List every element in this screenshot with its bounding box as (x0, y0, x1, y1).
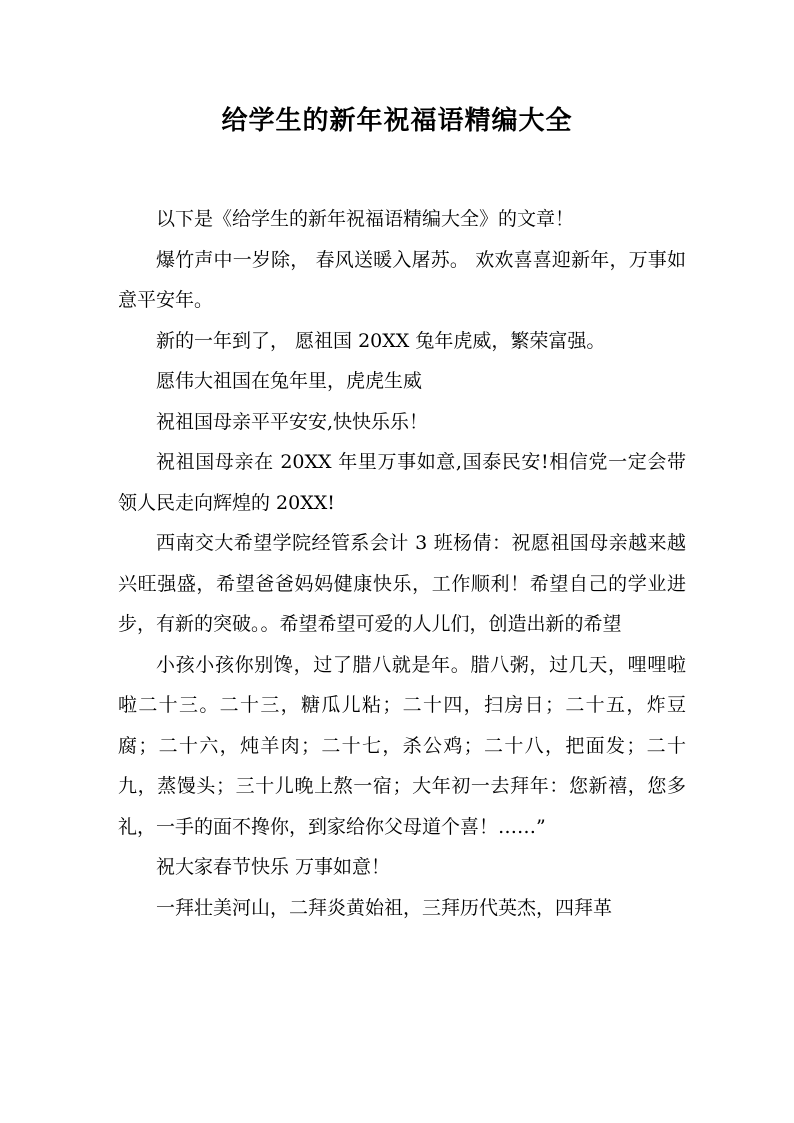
paragraph-four-bows: 一拜壮美河山，二拜炎黄始祖，三拜历代英杰，四拜革 (156, 896, 613, 919)
paragraph-spring-festival: 祝大家春节快乐 万事如意！ (156, 856, 391, 878)
paragraph-intro: 以下是《给学生的新年祝福语精编大全》的文章！ (156, 208, 575, 230)
paragraph-rabbit-year: 愿伟大祖国在兔年里，虎虎生威 (156, 370, 423, 392)
paragraph-peace: 祝祖国母亲平平安安,快快乐乐！ (156, 410, 429, 433)
paragraph-folk-rhyme: 小孩小孩你别馋，过了腊八就是年。腊八粥，过几天，哩哩啦啦二十三。二十三，糖瓜儿粘；二十四，扫房日；二十五，炸豆腐；二十六，炖羊肉；二十七，杀公鸡；二十八，把面发；二十九，蒸馒头；三十儿晚上熬一宿；大年初一去拜年：您新禧，您多礼，一手的面不搀你，到家给你父母道个喜！……” (118, 653, 686, 838)
paragraph-poem: 爆竹声中一岁除， 春风送暖入屠苏。 欢欢喜喜迎新年，万事如意平安年。 (118, 248, 686, 311)
document-title: 给学生的新年祝福语精编大全 (221, 106, 573, 136)
document-body (118, 199, 686, 928)
paragraph-student-wish: 西南交大希望学院经管系会计 3 班杨倩：祝愿祖国母亲越来越兴旺强盛，希望爸爸妈妈健康快乐，工作顺利！希望自己的学业进步，有新的突破。。希望希望可爱的人儿们，创造出新的希望 (118, 532, 686, 635)
paragraph-party: 祝祖国母亲在 20XX 年里万事如意,国泰民安!相信党一定会带领人民走向辉煌的 20XX! (118, 451, 686, 514)
paragraph-new-year: 新的一年到了， 愿祖国 20XX 兔年虎威，繁荣富强。 (156, 329, 606, 352)
